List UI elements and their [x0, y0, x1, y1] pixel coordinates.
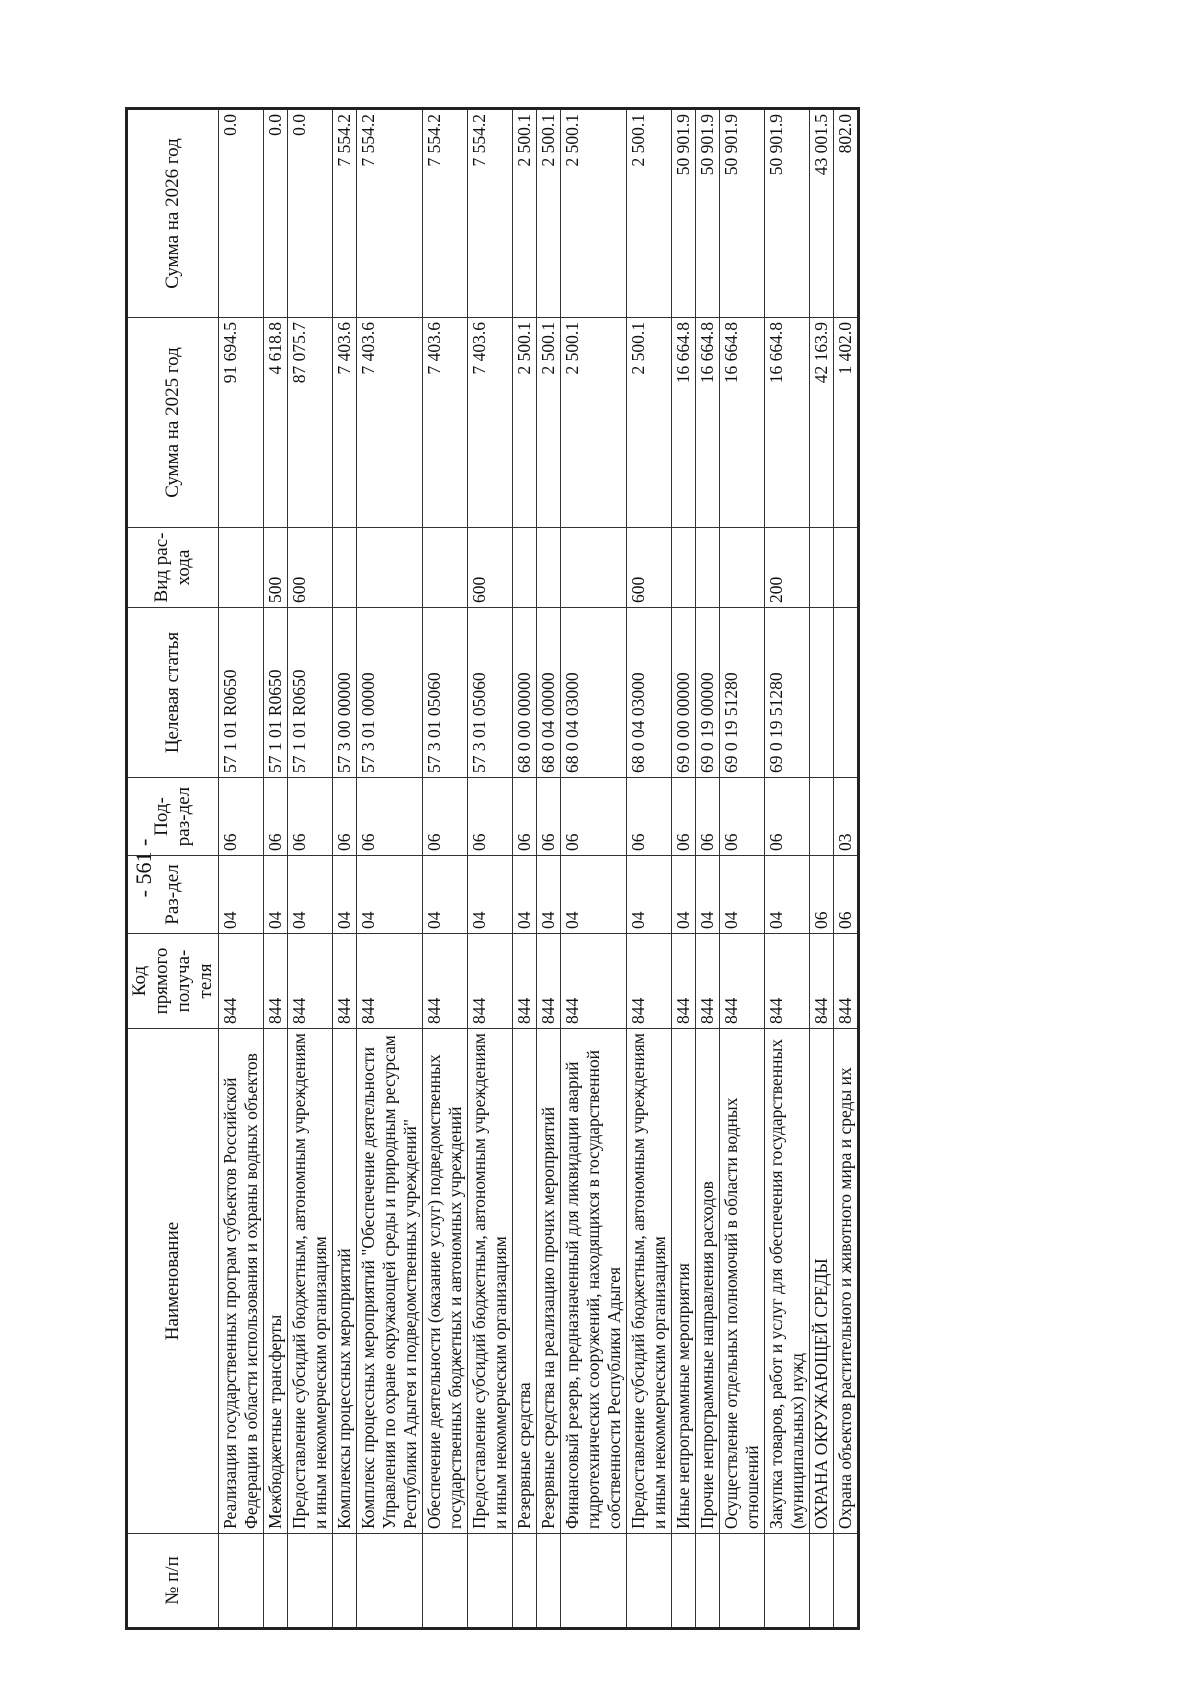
cell-razdel: 04: [696, 856, 720, 934]
header-vid: Вид рас-хода: [127, 528, 219, 608]
cell-sum2026: 2 500.1: [561, 109, 627, 318]
cell-target: 57 3 01 05060: [423, 608, 468, 778]
cell-vid: [720, 528, 765, 608]
cell-vid: [537, 528, 561, 608]
cell-idx: [672, 1534, 696, 1629]
cell-idx: [264, 1534, 288, 1629]
cell-idx: [627, 1534, 672, 1629]
cell-idx: [765, 1534, 810, 1629]
cell-recipient: 844: [561, 934, 627, 1029]
cell-sum2026: 802.0: [834, 109, 859, 318]
header-recipient: Код прямого получа-теля: [127, 934, 219, 1029]
cell-target: 69 0 19 51280: [765, 608, 810, 778]
header-idx: № п/п: [127, 1534, 219, 1629]
cell-sum2025: 16 664.8: [720, 318, 765, 528]
cell-target: 69 0 00 00000: [672, 608, 696, 778]
cell-sum2026: 7 554.2: [423, 109, 468, 318]
table-row: [333, 109, 357, 1629]
cell-target: 68 0 04 03000: [561, 608, 627, 778]
cell-podrazdel: 06: [333, 778, 357, 856]
cell-sum2025: 7 403.6: [468, 318, 513, 528]
cell-vid: 500: [264, 528, 288, 608]
cell-razdel: 04: [357, 856, 423, 934]
cell-recipient: 844: [696, 934, 720, 1029]
cell-vid: [423, 528, 468, 608]
table-row: [834, 109, 859, 1629]
cell-vid: 600: [288, 528, 333, 608]
table-row: [765, 109, 810, 1629]
header-podrazdel: Под-раз-дел: [127, 778, 219, 856]
table-row: [537, 109, 561, 1629]
table-row: [513, 109, 537, 1629]
cell-sum2025: 1 402.0: [834, 318, 859, 528]
cell-recipient: 844: [513, 934, 537, 1029]
cell-target: 57 1 01 R0650: [288, 608, 333, 778]
cell-idx: [513, 1534, 537, 1629]
cell-sum2026: 50 901.9: [720, 109, 765, 318]
table-row: [468, 109, 513, 1629]
table-row: [627, 109, 672, 1629]
cell-target: 57 3 00 00000: [333, 608, 357, 778]
cell-razdel: 04: [288, 856, 333, 934]
table-row: [672, 109, 696, 1629]
cell-sum2025: 7 403.6: [333, 318, 357, 528]
cell-sum2025: 7 403.6: [357, 318, 423, 528]
cell-razdel: 04: [720, 856, 765, 934]
page-number: - 561 -: [131, 838, 156, 898]
cell-podrazdel: 06: [561, 778, 627, 856]
cell-podrazdel: 03: [834, 778, 859, 856]
cell-idx: [357, 1534, 423, 1629]
cell-sum2026: 43 001.5: [810, 109, 834, 318]
cell-idx: [288, 1534, 333, 1629]
cell-recipient: 844: [810, 934, 834, 1029]
cell-razdel: 04: [672, 856, 696, 934]
cell-target: 68 0 04 00000: [537, 608, 561, 778]
cell-recipient: 844: [834, 934, 859, 1029]
cell-podrazdel: 06: [627, 778, 672, 856]
cell-target: 68 0 04 03000: [627, 608, 672, 778]
cell-idx: [834, 1534, 859, 1629]
cell-vid: [561, 528, 627, 608]
cell-sum2026: 2 500.1: [627, 109, 672, 318]
cell-sum2025: 91 694.5: [219, 318, 264, 528]
cell-sum2025: 4 618.8: [264, 318, 288, 528]
table-header-row: [127, 109, 219, 1629]
cell-idx: [537, 1534, 561, 1629]
cell-sum2026: 50 901.9: [696, 109, 720, 318]
cell-vid: [810, 528, 834, 608]
cell-podrazdel: 06: [696, 778, 720, 856]
cell-sum2025: 16 664.8: [672, 318, 696, 528]
cell-podrazdel: 06: [672, 778, 696, 856]
cell-razdel: 04: [333, 856, 357, 934]
cell-recipient: 844: [288, 934, 333, 1029]
cell-sum2025: 42 163.9: [810, 318, 834, 528]
cell-razdel: 04: [561, 856, 627, 934]
cell-podrazdel: 06: [765, 778, 810, 856]
cell-razdel: 04: [264, 856, 288, 934]
cell-sum2026: 2 500.1: [513, 109, 537, 318]
cell-recipient: 844: [765, 934, 810, 1029]
cell-sum2026: 50 901.9: [672, 109, 696, 318]
cell-target: 57 3 01 00000: [357, 608, 423, 778]
cell-podrazdel: 06: [288, 778, 333, 856]
cell-vid: [333, 528, 357, 608]
table-row: [288, 109, 333, 1629]
cell-name: Осуществление отдельных полномочий в области водных отношений: [720, 1029, 765, 1534]
cell-idx: [696, 1534, 720, 1629]
cell-razdel: 06: [810, 856, 834, 934]
header-razdel: Раз-дел: [127, 856, 219, 934]
cell-vid: 600: [627, 528, 672, 608]
cell-vid: 600: [468, 528, 513, 608]
cell-sum2026: 2 500.1: [537, 109, 561, 318]
cell-sum2025: 2 500.1: [537, 318, 561, 528]
cell-recipient: 844: [468, 934, 513, 1029]
cell-sum2026: 7 554.2: [468, 109, 513, 318]
cell-podrazdel: 06: [468, 778, 513, 856]
table-row: [810, 109, 834, 1629]
cell-name: Комплекс процессных мероприятий "Обеспечение деятельности Управления по охране окружающей среды и природным ресурсам Республики Адыгея и подведомственных учреждений": [357, 1029, 423, 1534]
cell-vid: [513, 528, 537, 608]
budget-table: [125, 107, 860, 1630]
cell-vid: [672, 528, 696, 608]
cell-name: Прочие непрограммные направления расходов: [696, 1029, 720, 1534]
cell-name: Резервные средства на реализацию прочих мероприятий: [537, 1029, 561, 1534]
cell-razdel: 04: [537, 856, 561, 934]
cell-sum2026: 0.0: [288, 109, 333, 318]
cell-name: Резервные средства: [513, 1029, 537, 1534]
cell-podrazdel: [810, 778, 834, 856]
cell-vid: [696, 528, 720, 608]
table-row: [357, 109, 423, 1629]
cell-recipient: 844: [423, 934, 468, 1029]
cell-recipient: 844: [672, 934, 696, 1029]
cell-recipient: 844: [333, 934, 357, 1029]
cell-podrazdel: 06: [264, 778, 288, 856]
cell-recipient: 844: [357, 934, 423, 1029]
cell-razdel: 06: [834, 856, 859, 934]
cell-idx: [423, 1534, 468, 1629]
cell-name: Финансовый резерв, предназначенный для ликвидации аварий гидротехнических сооружений, находящихся в государственной собственности Республики Адыгея: [561, 1029, 627, 1534]
cell-sum2025: 7 403.6: [423, 318, 468, 528]
cell-razdel: 04: [627, 856, 672, 934]
cell-razdel: 04: [219, 856, 264, 934]
cell-sum2025: 16 664.8: [696, 318, 720, 528]
table-row: [696, 109, 720, 1629]
cell-name: Предоставление субсидий бюджетным, автономным учреждениям и иным некоммерческим организациям: [288, 1029, 333, 1534]
cell-sum2026: 0.0: [264, 109, 288, 318]
cell-razdel: 04: [423, 856, 468, 934]
cell-sum2025: 2 500.1: [627, 318, 672, 528]
cell-podrazdel: 06: [423, 778, 468, 856]
cell-recipient: 844: [627, 934, 672, 1029]
cell-idx: [219, 1534, 264, 1629]
cell-recipient: 844: [219, 934, 264, 1029]
cell-name: Реализация государственных програм субъектов Российской Федерации в области использования и охраны водных объектов: [219, 1029, 264, 1534]
cell-vid: [219, 528, 264, 608]
cell-target: 69 0 19 00000: [696, 608, 720, 778]
cell-podrazdel: 06: [513, 778, 537, 856]
cell-target: 68 0 00 00000: [513, 608, 537, 778]
cell-target: 57 3 01 05060: [468, 608, 513, 778]
cell-vid: [834, 528, 859, 608]
cell-vid: [357, 528, 423, 608]
cell-recipient: 844: [537, 934, 561, 1029]
cell-target: 57 1 01 R0650: [264, 608, 288, 778]
cell-razdel: 04: [513, 856, 537, 934]
cell-name: Обеспечение деятельности (оказание услуг) подведомственных государственных бюджетных и автономных учреждений: [423, 1029, 468, 1534]
cell-sum2026: 0.0: [219, 109, 264, 318]
cell-idx: [810, 1534, 834, 1629]
cell-target: [810, 608, 834, 778]
cell-target: 57 1 01 R0650: [219, 608, 264, 778]
cell-podrazdel: 06: [219, 778, 264, 856]
table-row: [219, 109, 264, 1629]
cell-sum2026: 7 554.2: [333, 109, 357, 318]
cell-sum2025: 2 500.1: [561, 318, 627, 528]
cell-name: Межбюджетные трансферты: [264, 1029, 288, 1534]
table-body: [219, 109, 859, 1629]
cell-razdel: 04: [468, 856, 513, 934]
table-row: [423, 109, 468, 1629]
cell-razdel: 04: [765, 856, 810, 934]
cell-recipient: 844: [264, 934, 288, 1029]
table-row: [561, 109, 627, 1629]
cell-sum2025: 16 664.8: [765, 318, 810, 528]
cell-name: Иные непрограммные мероприятия: [672, 1029, 696, 1534]
cell-podrazdel: 06: [537, 778, 561, 856]
cell-idx: [333, 1534, 357, 1629]
cell-name: Охрана объектов растительного и животного мира и среды их: [834, 1029, 859, 1534]
header-name: Наименование: [127, 1029, 219, 1534]
cell-podrazdel: 06: [357, 778, 423, 856]
cell-target: [834, 608, 859, 778]
cell-sum2026: 7 554.2: [357, 109, 423, 318]
cell-podrazdel: 06: [720, 778, 765, 856]
cell-sum2025: 2 500.1: [513, 318, 537, 528]
table-row: [720, 109, 765, 1629]
header-sum2026: Сумма на 2026 год: [127, 109, 219, 318]
cell-target: 69 0 19 51280: [720, 608, 765, 778]
table-row: [264, 109, 288, 1629]
cell-idx: [720, 1534, 765, 1629]
cell-name: Закупка товаров, работ и услуг для обеспечения государственных (муниципальных) нужд: [765, 1029, 810, 1534]
header-sum2025: Сумма на 2025 год: [127, 318, 219, 528]
cell-name: Предоставление субсидий бюджетным, автономным учреждениям и иным некоммерческим организациям: [627, 1029, 672, 1534]
cell-idx: [468, 1534, 513, 1629]
cell-name: Предоставление субсидий бюджетным, автономным учреждениям и иным некоммерческим организациям: [468, 1029, 513, 1534]
budget-table-container: [125, 110, 1045, 1630]
cell-sum2026: 50 901.9: [765, 109, 810, 318]
cell-name: Комплексы процессных мероприятий: [333, 1029, 357, 1534]
cell-vid: 200: [765, 528, 810, 608]
header-target: Целевая статья: [127, 608, 219, 778]
cell-recipient: 844: [720, 934, 765, 1029]
cell-sum2025: 87 075.7: [288, 318, 333, 528]
cell-name: ОХРАНА ОКРУЖАЮЩЕЙ СРЕДЫ: [810, 1029, 834, 1534]
cell-idx: [561, 1534, 627, 1629]
